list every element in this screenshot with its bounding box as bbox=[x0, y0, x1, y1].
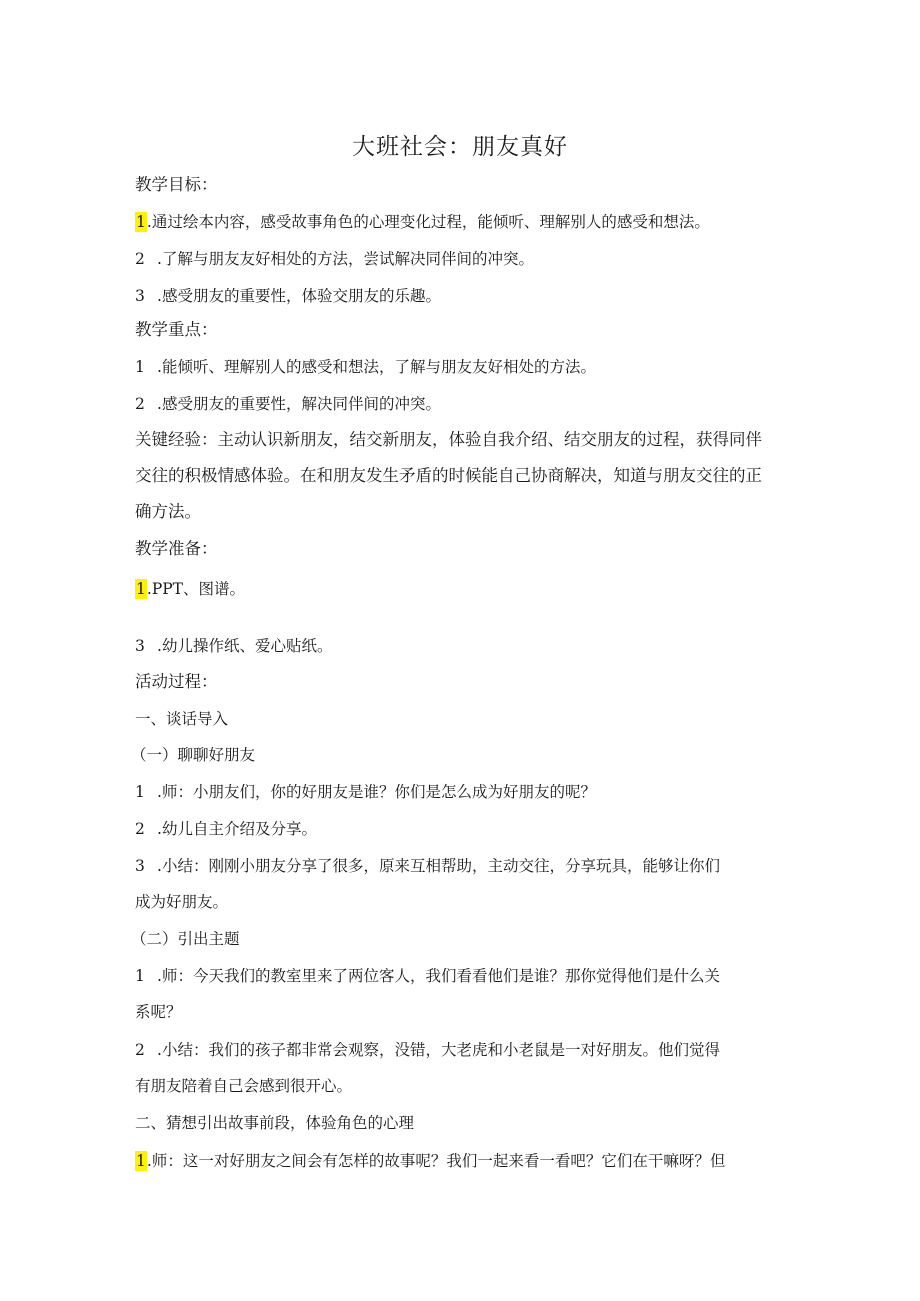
focus-heading: 教学重点： bbox=[135, 320, 218, 339]
section-2-heading: 二、猜想引出故事前段，体验角色的心理 bbox=[135, 1114, 415, 1132]
sub1-item-2: 2 .幼儿自主介绍及分享。 bbox=[135, 820, 317, 838]
sub1-item-3-continued: 成为好朋友。 bbox=[135, 893, 229, 911]
highlighted-number: 1 bbox=[136, 580, 146, 598]
goal-item-1: 1.通过绘本内容，感受故事角色的心理变化过程，能倾听、理解别人的感受和想法。 bbox=[136, 213, 710, 231]
key-experience-line-1: 关键经验：主动认识新朋友，结交新朋友，体验自我介绍、结交朋友的过程，获得同伴 bbox=[135, 430, 762, 449]
sub-2-heading: （二）引出主题 bbox=[131, 930, 240, 948]
prep-item-1: 1.PPT、图谱。 bbox=[136, 580, 246, 598]
sub1-item-3: 3 .小结：刚刚小朋友分享了很多，原来互相帮助，主动交往，分享玩具，能够让你们 bbox=[135, 857, 720, 875]
sub2-item-1-continued: 系呢？ bbox=[135, 1003, 182, 1021]
goal-item-2: 2 .了解与朋友友好相处的方法，尝试解决同伴间的冲突。 bbox=[135, 250, 534, 268]
sub2-item-2: 2 .小结：我们的孩子都非常会观察，没错，大老虎和小老鼠是一对好朋友。他们觉得 bbox=[135, 1041, 720, 1059]
goals-heading: 教学目标： bbox=[135, 175, 218, 194]
prep-item-3: 3 .幼儿操作纸、爱心贴纸。 bbox=[135, 637, 333, 655]
sub-1-heading: （一）聊聊好朋友 bbox=[131, 746, 256, 764]
section-1-heading: 一、谈话导入 bbox=[135, 710, 229, 728]
focus-item-2: 2 .感受朋友的重要性，解决同伴间的冲突。 bbox=[135, 395, 441, 413]
focus-item-1: 1 .能倾听、理解别人的感受和想法，了解与朋友友好相处的方法。 bbox=[135, 358, 596, 376]
highlighted-number: 1 bbox=[136, 213, 146, 231]
key-experience-line-3: 确方法。 bbox=[135, 502, 201, 521]
highlighted-number: 1 bbox=[136, 1152, 146, 1170]
process-heading: 活动过程： bbox=[135, 672, 218, 691]
sub2-item-1: 1 .师：今天我们的教室里来了两位客人，我们看看他们是谁？那你觉得他们是什么关 bbox=[135, 967, 720, 985]
goal-item-3: 3 .感受朋友的重要性，体验交朋友的乐趣。 bbox=[135, 287, 441, 305]
section2-item-1: 1.师：这一对好朋友之间会有怎样的故事呢？我们一起来看一看吧？它们在干嘛呀？但 bbox=[136, 1152, 726, 1170]
prep-heading: 教学准备： bbox=[135, 539, 218, 558]
sub2-item-2-continued: 有朋友陪着自己会感到很开心。 bbox=[135, 1077, 353, 1095]
sub1-item-1: 1 .师：小朋友们，你的好朋友是谁？你们是怎么成为好朋友的呢？ bbox=[135, 783, 596, 801]
document-title: 大班社会：朋友真好 bbox=[352, 134, 568, 160]
key-experience-line-2: 交往的积极情感体验。在和朋友发生矛盾的时候能自己协商解决，知道与朋友交往的正 bbox=[135, 466, 762, 485]
